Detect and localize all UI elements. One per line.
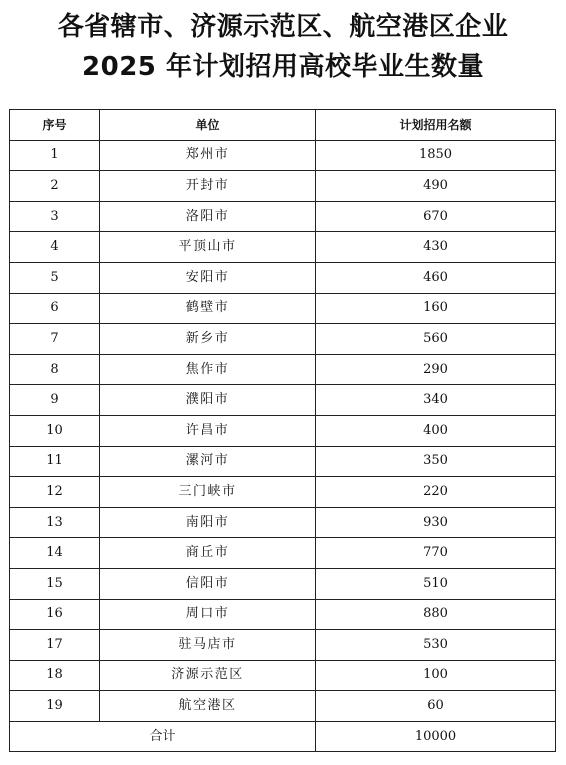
header-seq: 序号 xyxy=(10,110,100,141)
cell-unit: 驻马店市 xyxy=(100,630,316,661)
table-row xyxy=(10,385,556,416)
table-row xyxy=(10,507,556,538)
cell-seq: 10 xyxy=(10,415,100,446)
cell-quota: 530 xyxy=(316,630,556,661)
total-quota: 10000 xyxy=(316,721,556,752)
table-row xyxy=(10,232,556,263)
table-row xyxy=(10,201,556,232)
cell-unit: 航空港区 xyxy=(100,691,316,722)
cell-unit: 信阳市 xyxy=(100,568,316,599)
cell-quota: 770 xyxy=(316,538,556,569)
cell-seq: 8 xyxy=(10,354,100,385)
cell-seq: 18 xyxy=(10,660,100,691)
cell-unit: 平顶山市 xyxy=(100,232,316,263)
cell-seq: 16 xyxy=(10,599,100,630)
cell-seq: 3 xyxy=(10,201,100,232)
table-row xyxy=(10,477,556,508)
table-row xyxy=(10,171,556,202)
cell-unit: 济源示范区 xyxy=(100,660,316,691)
cell-seq: 5 xyxy=(10,262,100,293)
table-header-row xyxy=(10,110,556,141)
header-quota: 计划招用名额 xyxy=(316,110,556,141)
cell-quota: 290 xyxy=(316,354,556,385)
table-row xyxy=(10,599,556,630)
table-row xyxy=(10,415,556,446)
cell-quota: 100 xyxy=(316,660,556,691)
quota-table xyxy=(9,109,556,752)
cell-quota: 160 xyxy=(316,293,556,324)
cell-quota: 930 xyxy=(316,507,556,538)
cell-quota: 510 xyxy=(316,568,556,599)
cell-unit: 洛阳市 xyxy=(100,201,316,232)
cell-quota: 560 xyxy=(316,324,556,355)
table-total-row xyxy=(10,721,556,752)
cell-unit: 周口市 xyxy=(100,599,316,630)
cell-unit: 开封市 xyxy=(100,171,316,202)
table-row xyxy=(10,140,556,171)
cell-quota: 60 xyxy=(316,691,556,722)
cell-quota: 430 xyxy=(316,232,556,263)
cell-quota: 490 xyxy=(316,171,556,202)
table-row xyxy=(10,538,556,569)
table-row xyxy=(10,660,556,691)
cell-quota: 340 xyxy=(316,385,556,416)
cell-quota: 880 xyxy=(316,599,556,630)
table-row xyxy=(10,446,556,477)
cell-seq: 1 xyxy=(10,140,100,171)
cell-seq: 12 xyxy=(10,477,100,508)
cell-unit: 三门峡市 xyxy=(100,477,316,508)
table-row xyxy=(10,630,556,661)
cell-seq: 17 xyxy=(10,630,100,661)
cell-seq: 15 xyxy=(10,568,100,599)
cell-quota: 220 xyxy=(316,477,556,508)
document-title-line-1: 各省辖市、济源示范区、航空港区企业 xyxy=(57,12,509,42)
total-label: 合计 xyxy=(10,721,316,752)
table-row xyxy=(10,324,556,355)
cell-seq: 9 xyxy=(10,385,100,416)
cell-seq: 13 xyxy=(10,507,100,538)
cell-seq: 19 xyxy=(10,691,100,722)
cell-quota: 350 xyxy=(316,446,556,477)
cell-seq: 7 xyxy=(10,324,100,355)
cell-seq: 2 xyxy=(10,171,100,202)
cell-quota: 670 xyxy=(316,201,556,232)
cell-unit: 新乡市 xyxy=(100,324,316,355)
cell-unit: 南阳市 xyxy=(100,507,316,538)
cell-unit: 鹤壁市 xyxy=(100,293,316,324)
cell-quota: 460 xyxy=(316,262,556,293)
cell-unit: 濮阳市 xyxy=(100,385,316,416)
header-unit: 单位 xyxy=(100,110,316,141)
cell-seq: 14 xyxy=(10,538,100,569)
cell-unit: 安阳市 xyxy=(100,262,316,293)
document-title-line-2: 2025 年计划招用高校毕业生数量 xyxy=(82,52,484,82)
cell-seq: 6 xyxy=(10,293,100,324)
cell-seq: 11 xyxy=(10,446,100,477)
table-row xyxy=(10,293,556,324)
cell-seq: 4 xyxy=(10,232,100,263)
cell-unit: 焦作市 xyxy=(100,354,316,385)
table-row xyxy=(10,691,556,722)
cell-quota: 400 xyxy=(316,415,556,446)
cell-unit: 漯河市 xyxy=(100,446,316,477)
table-row xyxy=(10,568,556,599)
cell-unit: 商丘市 xyxy=(100,538,316,569)
cell-unit: 郑州市 xyxy=(100,140,316,171)
cell-quota: 1850 xyxy=(316,140,556,171)
table-row xyxy=(10,354,556,385)
table-row xyxy=(10,262,556,293)
cell-unit: 许昌市 xyxy=(100,415,316,446)
